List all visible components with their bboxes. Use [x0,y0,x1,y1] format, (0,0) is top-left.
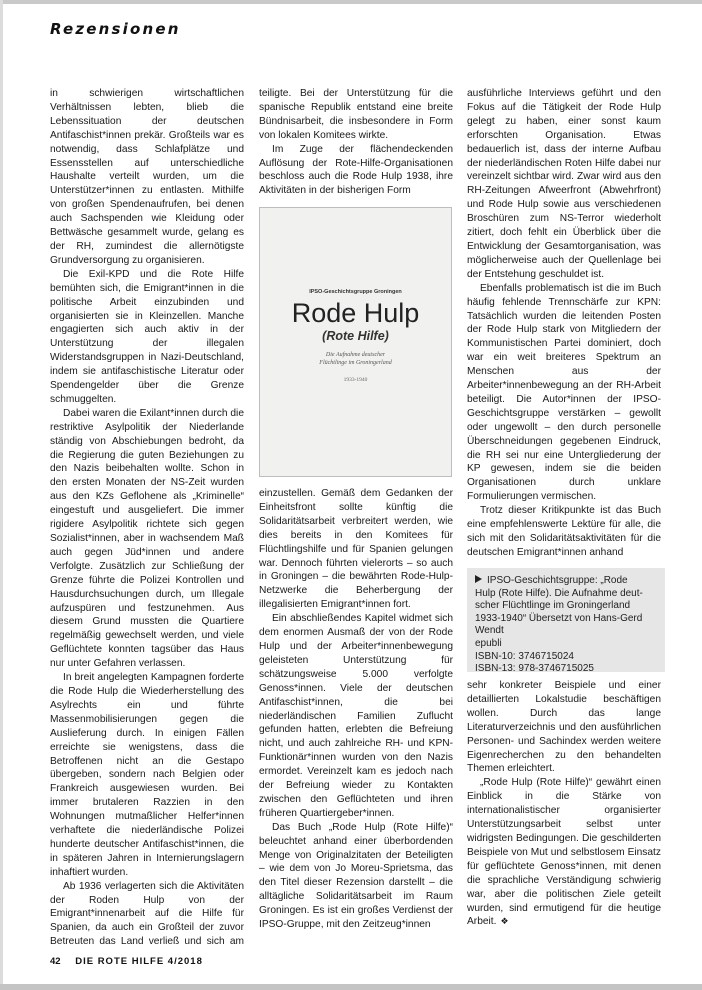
book-info-box [467,568,665,675]
page-footer [50,956,203,967]
text-column-3-bottom [467,679,661,949]
paragraph: Ebenfalls problematisch ist die im Buch häufig fehlende Trennschärfe zur KPN: Tatsächlich wurden die leitenden Posten der Rode Hulp stark von Mitgliedern der Kommunistischen Partei dominiert, doch war ein weit breiteres Spektrum an Menschen aus der Arbeiter*innenbewegung an der RH-Arbeit beteiligt. Die Autor*innen der IPSO-Geschichtsgruppe verstärken – gewollt oder ungewollt – den durch personelle Überschneidungen gegebenen Eindruck, die RH sei nur eine Untergliederung der KP gewesen, indem sie die beiden Organisationen durch unklare Formulierungen vermischen. [467,282,661,503]
book-info-isbn10: ISBN-10: 3746715024 [475,650,574,662]
book-cover-caption-line: Die Aufnahme deutscher [325,352,386,358]
book-cover-caption-line: Flüchtlinge im Groningerland [319,360,392,366]
page-edge-top [0,0,702,4]
book-cover-subtitle: (Rote Hilfe) [322,329,389,343]
book-cover-title: Rode Hulp [291,298,420,328]
paragraph: teiligte. Bei der Unterstützung für die spanische Republik entstand eine breite Bündnisarbeit, die insbesondere in Form von lokalen Komitees wirkte. [259,88,453,141]
book-cover-years: 1933-1940 [343,377,368,383]
book-info-line: Hulp (Rote Hilfe). Die Aufnahme deut- [475,587,643,599]
paragraph: Trotz dieser Kritikpunkte ist das Buch eine empfehlenswerte Lektüre für alle, die sich mit den Solidaritätsaktivitäten für die deutschen Emigrant*innen anhand [467,505,661,558]
paragraph: Ab 1936 verlagerten sich die Aktivitäten der Roden Hulp von der Emigrant*innenarbeit auf die Hilfe für Spanien, da auch ein Großteil der zuvor Betreuten das Land verließ und sich am [50,880,244,948]
book-info-line: IPSO-Geschichtsgruppe: „Rode [475,575,657,588]
paragraph: Im Zuge der flächendeckenden Auflösung der Rote-Hilfe-Organisationen beschloss auch die Rode Hulp 1938, ihre Aktivitäten in der bisherigen Form [259,143,453,197]
paragraph: Das Buch „Rode Hulp (Rote Hilfe)“ beleuchtet anhand einer überbordenden Menge von Originalzitaten der Beteiligten – wie dem von Jo Moreu-Sprietsma, das den Titel dieser Rezension darstellt – die alltägliche Solidaritätsarbeit im Raum Groningen. Es ist ein großes Verdienst der IPSO-Gruppe, mit den Zeitzeug*innen [259,821,453,931]
paragraph: sehr konkreter Beispiele und einer detaillierten Lokalstudie beschäftigen wollen. Durch das lange Literaturverzeichnis und den ausführlichen Personen- und Sachindex werden weitere Eigenrecherchen zu den behandelten Themen erleichtert. [467,680,661,775]
paragraph: Ein abschließendes Kapitel widmet sich dem enormen Ausmaß der von der Rode Hulp und der Arbeiter*innenbewegung geleisteten Unterstützung für schätzungsweise 5.000 verfolgte Genoss*innen. Viele der deutschen Antifaschist*innen, die bei niederländischen Familien Zuflucht gefunden hatten, erlebten die Befreiung nicht, und auch zahlreiche RH- und KPN-Funktionär*innen wurden von den Nazis ermordet. Vereinzelt kam es jedoch nach der Befreiung wieder zu Kontakten zwischen den Geflüchteten und ihren früheren Quartiergeber*innen. [259,613,453,819]
book-info-line: scher Flüchtlinge im Groningerland [475,600,631,612]
text-column-1 [50,87,244,949]
section-heading: Rezensionen [50,20,181,38]
book-cover-group: IPSO-Geschichtsgruppe Groningen [309,289,402,295]
magazine-issue: DIE ROTE HILFE 4/2018 [75,956,203,967]
page-edge-bottom [0,984,702,990]
book-info-line: 1933-1940“ Übersetzt von Hans-Gerd [475,612,643,624]
book-info-publisher: epubli [475,637,502,649]
text-column-2-bottom [259,487,453,949]
book-cover-image [259,207,452,477]
page-edge-left [0,0,3,990]
paragraph: „Rode Hulp (Rote Hilfe)“ gewährt einen Einblick in die Stärke von internationalistischer organisierter Unterstützungsarbeit selbst unter widrigsten Bedingungen. Die geschilderten Beispiele von Mut und selbstlosem Einsatz für geflüchtete Genoss*innen, mit denen die sprachliche Verständigung schwierig war, aber die politischen Ziele geteilt wurden, sind ermutigend für die heutige Arbeit. ❖ [467,777,661,928]
paragraph: einzustellen. Gemäß dem Gedanken der Einheitsfront sollte künftig die Solidaritätsarbeit verbreitert werden, wie dies bereits in den Komitees für Flüchtlingshilfe und für Spanien gelungen war. Dennoch führten vielerorts – so auch in Groningen – die bewährten Rode-Hulp-Netzwerke die Beherbergung der illegalisierten Emigrant*innen fort. [259,488,453,611]
end-mark-icon: ❖ [500,916,509,927]
paragraph: Die Exil-KPD und die Rote Hilfe bemühten sich, die Emigrant*innen in die politische Arbeit einzubinden und organisierten sie in Kleinzellen. Manche engagierten sich auch aktiv in der Unterstützung der illegalen Widerstandsgruppen in Nazi-Deutschland, indem sie antifaschistische Literatur oder Spendengelder über die Grenze schmuggelten. [50,268,244,405]
book-cover-caption [260,351,451,367]
paragraph: in schwierigen wirtschaftlichen Verhältnissen lebten, blieb die Lebenssituation der deutschen Antifaschist*innen prekär. Großteils war es notwendig, dass Schlafplätze und Essensstellen auf unterschiedliche Haushalte verteilt wurden, um die Unterstützer*innen zu entlasten. Mithilfe von großen Spendenaufrufen, bei denen auch Sachspenden wie Kleidung oder Bettwäsche gesammelt wurde, gelang es der RH, zumindest die allernötigste Grundversorgung zu organisieren. [50,88,244,266]
paragraph: Dabei waren die Exilant*innen durch die restriktive Asylpolitik der Niederlande ständig von Abschiebungen bedroht, da die Regierung die guten Beziehungen zu den Nazis beibehalten wollte. Schon in den ersten Monaten der NS-Zeit wurden aus den KZs Geflohene als „Kriminelle“ eingestuft und ausgeliefert. Die immer rigidere Asylpolitik richtete sich gegen Sozialist*innen, aber in wachsendem Maß auch gegen Jüd*innen und andere Verfolgte. Zusätzlich zur Schließung der Grenze führte die Polizei Kontrollen und Hausdurchsuchungen durch, um Illegale aufzuspüren und festzunehmen. Aus diesem Grund mussten die Quartiere regelmäßig gewechselt werden, und viele Geflüchtete konnten tagsüber das Haus nur unter Gefahren verlassen. [50,407,244,670]
book-info-isbn13: ISBN-13: 978-3746715025 [475,663,594,675]
text-column-2-top [259,87,453,207]
triangle-bullet-icon [475,575,482,583]
paragraph: In breit angelegten Kampagnen forderte die Rode Hulp die Wiederherstellung des Asylrechts ein und führte Massenmobilisierungen gegen die Auslieferung durch. In einigen Fällen erreichte sie wenigstens, dass die Betroffenen nicht an die Gestapo übergeben, sondern nach Belgien oder Frankreich ausgewiesen wurden. Bei immer brutaleren Razzien in den Wohnungen mutmaßlicher Helfer*innen verhaftete die niederländische Polizei hunderte deutscher Antifaschist*innen, die in späteren Jahren in Internierungslagern inhaftiert wurden. [50,672,244,878]
paragraph: ausführliche Interviews geführt und den Fokus auf die Tätigkeit der Rode Hulp gelegt zu haben, einer sonst kaum erforschten Organisation. Etwas bedauerlich ist, dass der interne Aufbau der niederländischen Roten Hilfe dabei nur vereinzelt sichtbar wird. Zwar wird aus den RH-Zeitungen Afweerfront (Abwehrfront) und Rode Hulp sowie aus verschiedenen Broschüren zum NS-Terror wiederholt zitiert, doch fehlt ein Überblick über die Entwicklung der Gesamtorganisation, was möglicherweise auch der Quellenlage bei der Entstehung geschuldet ist. [467,88,661,280]
book-info-line: Wendt [475,625,504,637]
page-number: 42 [50,956,61,967]
text-column-3-top [467,87,661,565]
